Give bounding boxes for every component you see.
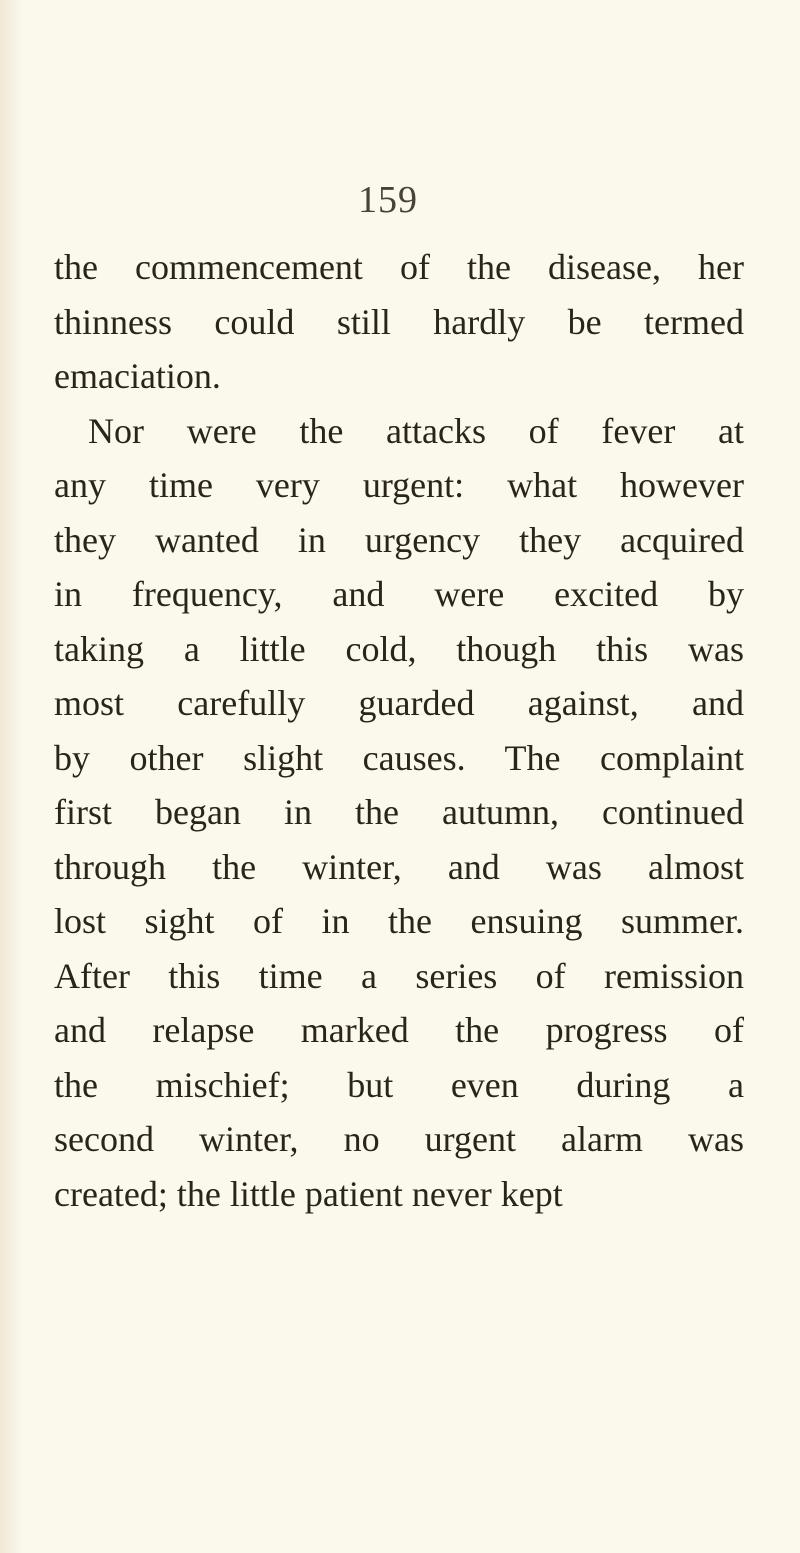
text-line: lost sight of in the ensuing summer. bbox=[54, 901, 744, 941]
text-line: After this time a series of remission bbox=[54, 955, 744, 996]
text-line: created; the little patient never kept bbox=[54, 1173, 563, 1214]
text-line: taking a little cold, though this was bbox=[54, 628, 744, 669]
text-line: Nor were the attacks of fever at bbox=[88, 410, 744, 451]
text-line: and relapse marked the progress of bbox=[54, 1010, 744, 1050]
text-line: they wanted in urgency they acquired bbox=[54, 519, 744, 560]
text-line: any time very urgent: what however bbox=[54, 465, 744, 505]
text-line: second winter, no urgent alarm was bbox=[54, 1119, 744, 1159]
body-text bbox=[54, 240, 744, 1221]
page-number: 159 bbox=[358, 179, 418, 221]
text-line: by other slight causes. The complaint bbox=[54, 737, 744, 778]
text-line: thinness could still hardly be termed bbox=[54, 301, 744, 342]
text-line: first began in the autumn, continued bbox=[54, 792, 744, 832]
text-line: most carefully guarded against, and bbox=[54, 683, 744, 723]
text-line: the commencement of the disease, her bbox=[54, 247, 744, 287]
text-line: through the winter, and was almost bbox=[54, 846, 744, 887]
text-line: in frequency, and were excited by bbox=[54, 574, 744, 614]
text-line: emaciation. bbox=[54, 356, 221, 396]
text-line: the mischief; but even during a bbox=[54, 1064, 744, 1105]
